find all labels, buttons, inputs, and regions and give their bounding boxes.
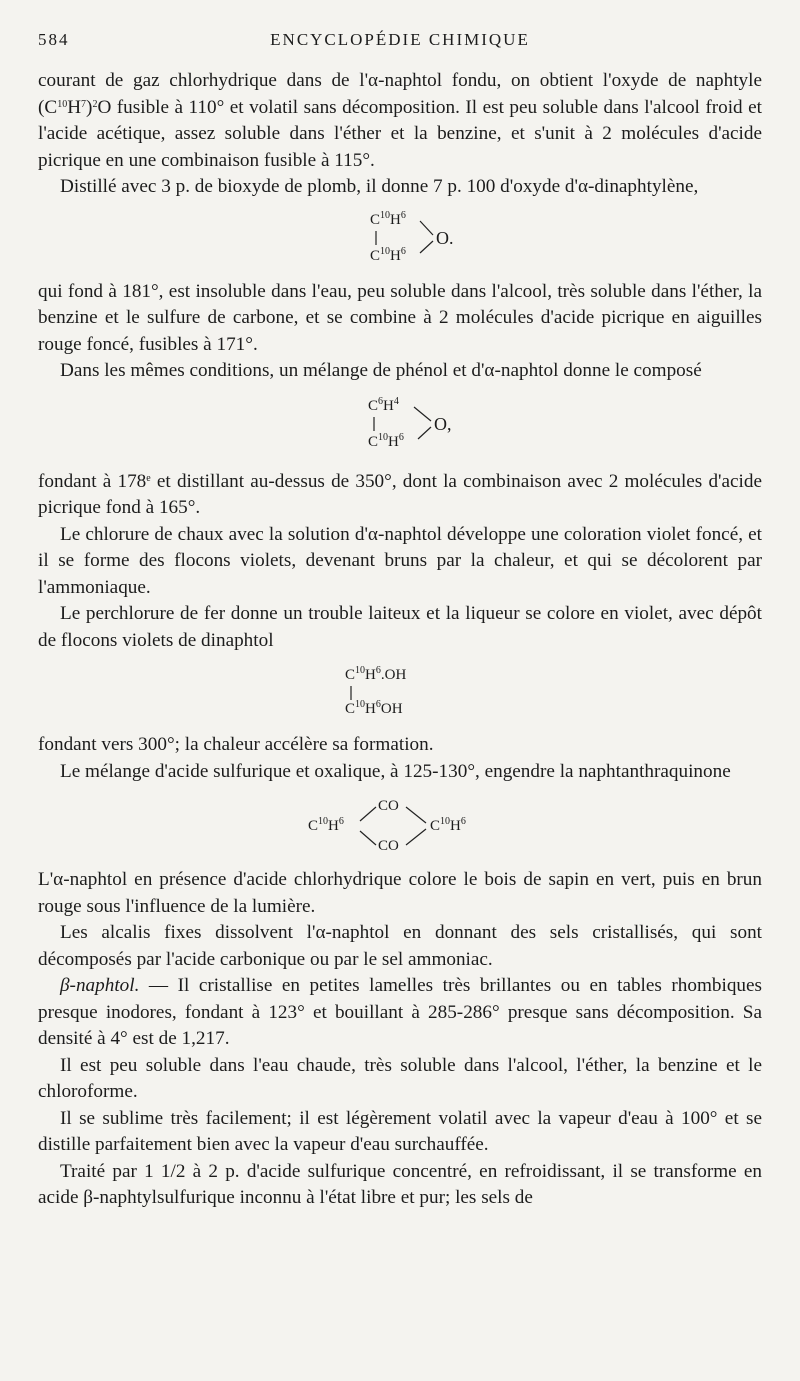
paragraph-phenol-mixture: Dans les mêmes conditions, un mélange de phénol et d'α-naphtol donne le composé [60, 360, 702, 381]
formula-dinaphthol [345, 660, 495, 726]
paragraph-alkalis: Les alcalis fixes dissolvent l'α-naphtol en donnant des sels cristallisés, qui sont décomposés par l'acide carbonique ou par le sel ammoniac. [38, 922, 762, 970]
paragraph-chloride-of-lime: Le chlorure de chaux avec la solution d'α-naphtol développe une coloration violet foncé, et il se forme des flocons violets, devenant bruns par la chaleur, et qui se décolorent par l'ammoniaque. [38, 523, 762, 598]
paragraph-melting-point: fondant à 178e et distillant au-dessus de 350°, dont la combinaison avec 2 molécules d'acide picrique fond à 165°. [38, 470, 762, 518]
paragraph-perchloride: Le perchlorure de fer donne un trouble laiteux et la liqueur se colore en violet, avec dépôt de flocons violets de dinaphtol [38, 603, 762, 651]
paragraph-formation: fondant vers 300°; la chaleur accélère sa formation. [38, 734, 434, 755]
formula-right-group: $C^{10}H^6$ [430, 816, 466, 834]
paragraph-naphthyl-oxide: courant de gaz chlorhydrique dans de l'α-naphtol fondu, on obtient l'oxyde de naphtyle $(C^{10}H^7)^2O$ fusible à 110° et volatil sans décomposition. Il est peu soluble dans l'alcool froid et l'acide acétique, assez soluble dans l'éther et la benzine, et s'unit à 2 molécules d'acide picrique en une combinaison fusible à 115°. [38, 70, 762, 171]
formula-top-group: $C^{10}H^6.OH$ [345, 665, 407, 683]
paragraph-sulfuric-treatment: Traité par 1 1/2 à 2 p. d'acide sulfurique concentré, en refroidissant, il se transforme en acide β-naphtylsulfurique inconnu à l'état libre et pur; les sels de [38, 1160, 762, 1208]
formula-dinaphthylene-oxide [370, 207, 490, 275]
page-body [38, 68, 762, 1212]
formula-carbonyl-bottom: CO [378, 838, 399, 854]
paragraph-sublimation: Il se sublime très facilement; il est légèrement volatil avec la vapeur d'eau à 100° et se distille parfaitement bien avec la vapeur d'eau surchauffée. [38, 1107, 762, 1155]
running-title: ENCYCLOPÉDIE CHIMIQUE [270, 30, 530, 49]
formula-top-group: $C^6H^4$ [368, 395, 399, 414]
paragraph-beta-naphthol: β-naphtol. — Il cristallise en petites lamelles très brillantes ou en tables rhombiques presque inodores, fondant à 123° et bouillant à 285-286° presque sans décomposition. Sa densité à 4° est de 1,217. [38, 975, 762, 1049]
paragraph-fir-wood: L'α-naphtol en présence d'acide chlorhydrique colore le bois de sapin en vert, puis en brun rouge sous l'influence de la lumière. [38, 869, 762, 917]
formula-left-group: $C^{10}H^6$ [308, 816, 344, 834]
paragraph-beta-solubility: Il est peu soluble dans l'eau chaude, très soluble dans l'alcool, l'éther, la benzine et le chloroforme. [38, 1054, 762, 1102]
formula-phenyl-naphthyl-oxide [368, 391, 488, 461]
page-header [38, 30, 762, 54]
paragraph-solubility: qui fond à 181°, est insoluble dans l'eau, peu soluble dans l'alcool, très soluble dans l'éther, la benzine et le sulfure de carbone, et se combine à 2 molécules d'acide picrique en aiguilles rouge foncé, fusibles à 171°. [38, 280, 762, 355]
formula-bottom-group: $C^{10}H^6$ [368, 431, 404, 450]
formula-naphthanthraquinone [308, 795, 508, 859]
formula-bonds [370, 207, 440, 275]
formula-bridge: O, [434, 413, 452, 434]
paragraph-sulfuric-oxalic: Le mélange d'acide sulfurique et oxalique, à 125-130°, engendre la naphtanthraquinone [60, 760, 731, 782]
paragraph-distillation: Distillé avec 3 p. de bioxyde de plomb, il donne 7 p. 100 d'oxyde d'α-dinaphtylène, [60, 176, 699, 197]
formula-bottom-group: $C^{10}H^6$ [370, 245, 406, 264]
formula-bottom-group: $C^{10}H^6OH$ [345, 699, 403, 717]
page-number: 584 [38, 30, 70, 49]
formula-carbonyl-top: CO [378, 798, 399, 814]
formula-bonds [368, 391, 438, 461]
formula-bonds [345, 660, 385, 726]
section-name: β-naphtol. [60, 975, 140, 996]
formula-bridge: O. [436, 227, 454, 248]
formula-top-group: $C^{10}H^6$ [370, 209, 406, 228]
formula-bonds [308, 795, 508, 859]
